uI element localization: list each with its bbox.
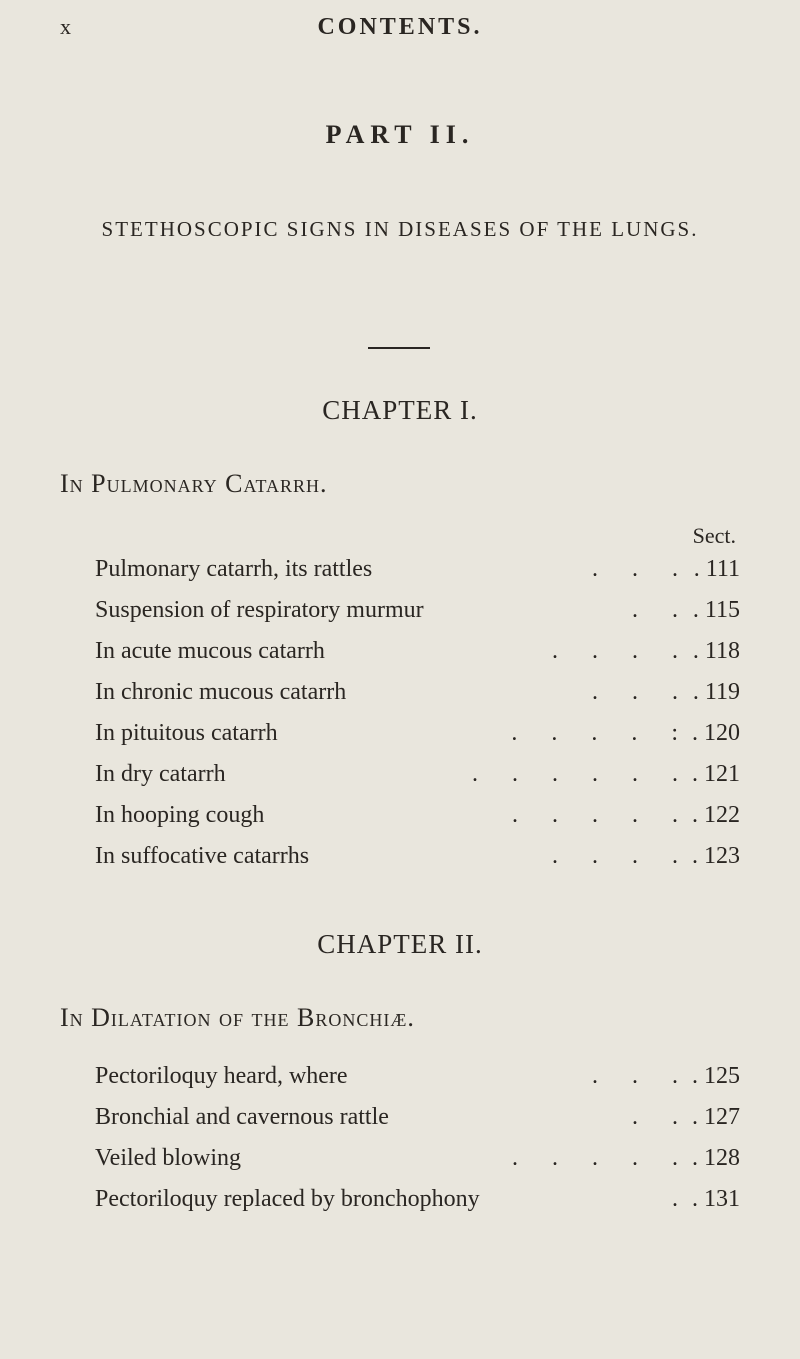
toc-entry (95, 720, 740, 754)
dot-leaders: . . . (592, 556, 680, 582)
entry-title: Veiled blowing (95, 1145, 241, 1171)
chapter-heading: CHAPTER I. (322, 395, 478, 425)
entry-title: In acute mucous catarrh (95, 638, 325, 664)
section-number: . 127 (692, 1104, 740, 1130)
toc-entry (95, 638, 740, 672)
dot-leaders: . . . . . (512, 1145, 680, 1171)
toc-entry (95, 556, 740, 590)
page-folio: x (60, 14, 72, 39)
dot-leaders: . . . . (552, 638, 680, 664)
dot-leaders: . . . . : (511, 720, 680, 746)
sect-column-label: Sect. (692, 523, 736, 548)
entry-title: Bronchial and cavernous rattle (95, 1104, 389, 1130)
dot-leaders: . . (632, 597, 680, 623)
dot-leaders: . . . . . . (472, 761, 680, 787)
chapter-heading: CHAPTER II. (317, 929, 483, 959)
running-head (0, 14, 800, 50)
entry-title: In dry catarrh (95, 761, 226, 787)
entry-title: In hooping cough (95, 802, 265, 828)
section-number: . 111 (693, 556, 740, 582)
entry-title: In suffocative catarrhs (95, 843, 310, 869)
section-number: . 122 (692, 802, 740, 828)
toc-entry (95, 802, 740, 836)
entry-title: In pituitous catarrh (95, 720, 278, 746)
part-title: PART II. (325, 120, 475, 149)
dot-leaders: . (672, 1186, 680, 1212)
toc-entry (95, 1063, 740, 1097)
entry-title: Pectoriloquy replaced by bronchophony (95, 1186, 480, 1212)
part-subtitle: STETHOSCOPIC SIGNS IN DISEASES OF THE LUNGS. (101, 217, 699, 241)
section-number: . 128 (692, 1145, 740, 1171)
section-title: In Pulmonary Catarrh. (60, 469, 328, 498)
toc-entry (95, 1145, 740, 1179)
section-number: . 121 (692, 761, 740, 787)
section-title: In Dilatation of the Bronchiæ. (60, 1003, 415, 1032)
dot-leaders: . . . (592, 679, 680, 705)
dot-leaders: . . . . (552, 843, 680, 869)
entry-title: Pulmonary catarrh, its rattles (95, 556, 373, 582)
section-number: . 119 (692, 679, 740, 705)
section-number: . 123 (692, 843, 740, 869)
toc-entry (95, 597, 740, 631)
toc-entry (95, 843, 740, 877)
section-number: . 125 (692, 1063, 740, 1089)
entry-title: Pectoriloquy heard, where (95, 1063, 348, 1089)
divider-rule (368, 347, 430, 349)
dot-leaders: . . . . . (512, 802, 680, 828)
toc-entry (95, 1104, 740, 1138)
entry-title: Suspension of respiratory murmur (95, 597, 424, 623)
section-number: . 115 (692, 597, 740, 623)
section-number: . 118 (692, 638, 740, 664)
section-number: . 120 (692, 720, 740, 746)
dot-leaders: . . (632, 1104, 680, 1130)
running-head-title: CONTENTS. (317, 14, 483, 40)
entry-title: In chronic mucous catarrh (95, 679, 347, 705)
dot-leaders: . . . (592, 1063, 680, 1089)
toc-entry (95, 679, 740, 713)
toc-entry (95, 1186, 740, 1220)
section-number: . 131 (692, 1186, 740, 1212)
toc-entry (95, 761, 740, 795)
